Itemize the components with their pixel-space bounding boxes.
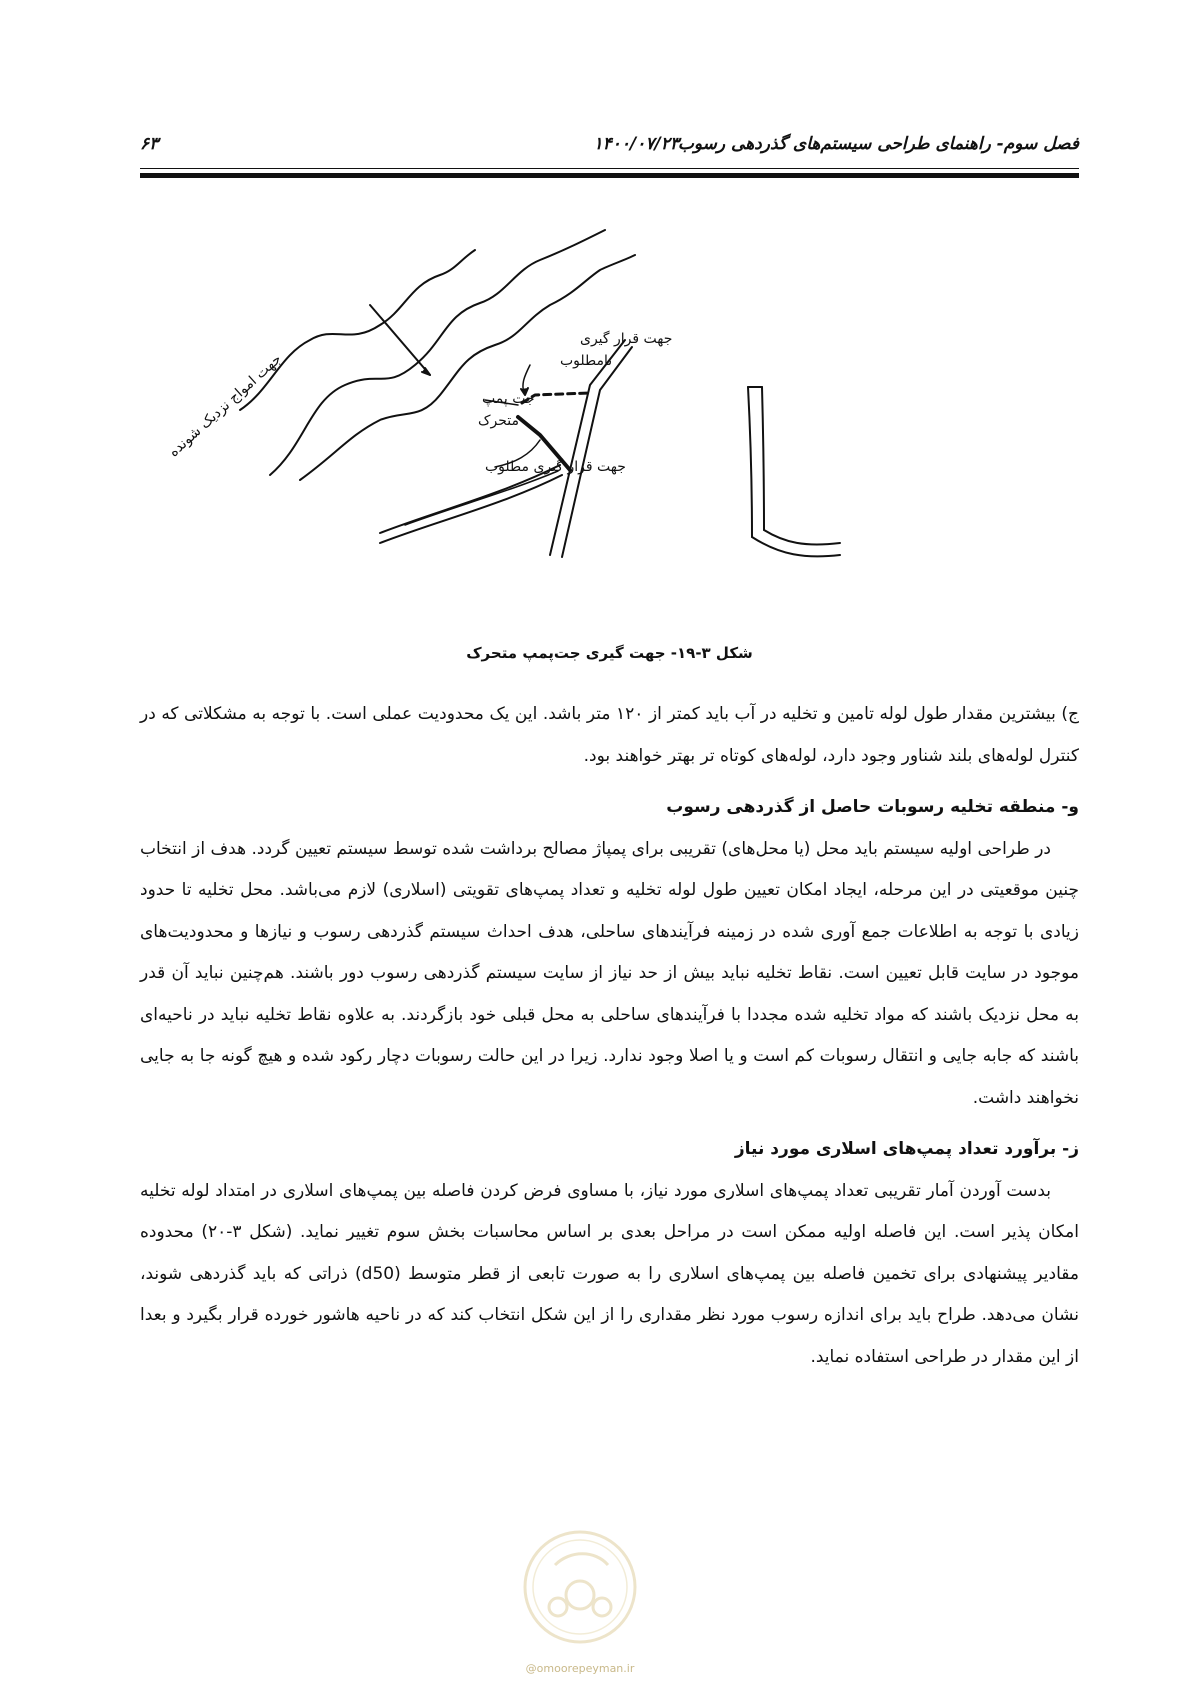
right-jetty-outer: [748, 387, 752, 537]
shoreline-upper: [380, 465, 560, 533]
heading-slurry-pumps: ز- برآورد تعداد پمپ‌های اسلاری مورد نیاز: [734, 1139, 1079, 1159]
right-shoreline-upper: [764, 530, 840, 544]
paragraph-slurry-pumps: بدست آوردن آمار تقریبی تعداد پمپ‌های اسلاری مورد نیاز، با مساوی فرض کردن فاصله بین پمپ‌های اسلاری در امتداد لوله تخلیه امکان پذیر است. این فاصله اولیه ممکن است در مراحل بعدی بر اساس محاسبات بخش سوم تغییر نماید. (شکل ۳-۲۰) محدوده مقادیر پیشنهادی برای تخمین فاصله بین پمپ‌های اسلاری را به صورت تابعی از قطر متوسط (d50) ذراتی که باید گذردهی شوند، نشان می‌دهد. طراح باید برای اندازه رسوب مورد نظر مقداری را از این شکل انتخاب کند که در ناحیه هاشور خورده قرار بگیرد و بعدا از این مقدار در طراحی استفاده نماید.: [140, 1180, 1079, 1367]
shoreline-lower: [380, 475, 562, 543]
label-desired: جهت قرار گیری مطلوب: [485, 459, 626, 475]
page-number: ۶۳: [140, 134, 159, 154]
jet-pump-diagram: [165, 225, 840, 595]
jetty-inner: [562, 347, 632, 557]
label-undesired-2: نامطلوب: [560, 353, 613, 369]
chapter-title: فصل سوم- راهنمای طراحی سیستم‌های گذردهی رسوب: [677, 134, 1079, 154]
wave-direction-arrow: [370, 305, 430, 375]
figure-caption: شکل ۳-۱۹- جهت گیری جت‌پمپ متحرک: [466, 644, 753, 662]
label-jet-pump-1: جت پمپ: [482, 391, 535, 407]
label-wave-direction: جهت امواج نزدیک شونده: [165, 351, 285, 461]
page-header: [140, 128, 1079, 168]
header-rule-thick: [140, 173, 1079, 178]
figure-jet-pump: [165, 225, 840, 595]
right-shoreline-lower: [752, 537, 840, 556]
wave-line-2: [270, 230, 605, 475]
watermark-logo: [520, 1525, 640, 1655]
header-date: ۱۴۰۰/۰۷/۲۳: [593, 134, 679, 154]
watermark-url: @omoorepeyman.ir: [525, 1662, 635, 1675]
paragraph-j: ج) بیشترین مقدار طول لوله تامین و تخلیه در آب باید کمتر از ۱۲۰ متر باشد. این یک محدودیت عملی است. با توجه به مشکلاتی که در کنترل لوله‌های بلند شناور وجود دارد، لوله‌های کوتاه تر بهتر خواهند بود.: [140, 704, 1079, 766]
wave-line-1: [240, 250, 475, 410]
header-rule-thin: [140, 168, 1079, 169]
label-jet-pump-2: متحرک: [478, 413, 520, 429]
heading-discharge-zone: و- منطقه تخلیه رسوبات حاصل از گذردهی رسوب: [666, 797, 1079, 817]
paragraph-discharge-zone: در طراحی اولیه سیستم باید محل (یا محل‌های) تقریبی برای پمپاژ مصالح برداشت شده توسط سیستم تعیین گردد. هدف از انتخاب چنین موقعیتی در این مرحله، ایجاد امکان تعیین طول لوله تخلیه و تعداد پمپ‌های تقویتی (اسلاری) لازم می‌باشد. محل تخلیه تا حدود زیادی با توجه به اطلاعات جمع آوری شده در زمینه فرآیندهای ساحلی، هدف احداث سیستم گذردهی رسوب و نیازها و محدودیت‌های موجود در سایت قابل تعیین است. نقاط تخلیه نباید بیش از حد نیاز از سایت سیستم گذردهی رسوب دور باشند. هم‌چنین نباید آن قدر به محل نزدیک باشند که مواد تخلیه شده مجددا با فرآیندهای ساحلی به محل قبلی خود بازگردند. به علاوه نقاط تخلیه نباید در ناحیه‌ای باشند که جابه جایی و انتقال رسوبات کم است و یا اصلا وجود ندارد. زیرا در این حالت رسوبات دچار رکود شده و هیچ گونه جا به جایی نخواهند داشت.: [140, 838, 1079, 1108]
page-body: [140, 694, 1079, 1378]
right-jetty-inner: [762, 387, 764, 530]
label-undesired-1: جهت قرار گیری: [580, 331, 673, 347]
